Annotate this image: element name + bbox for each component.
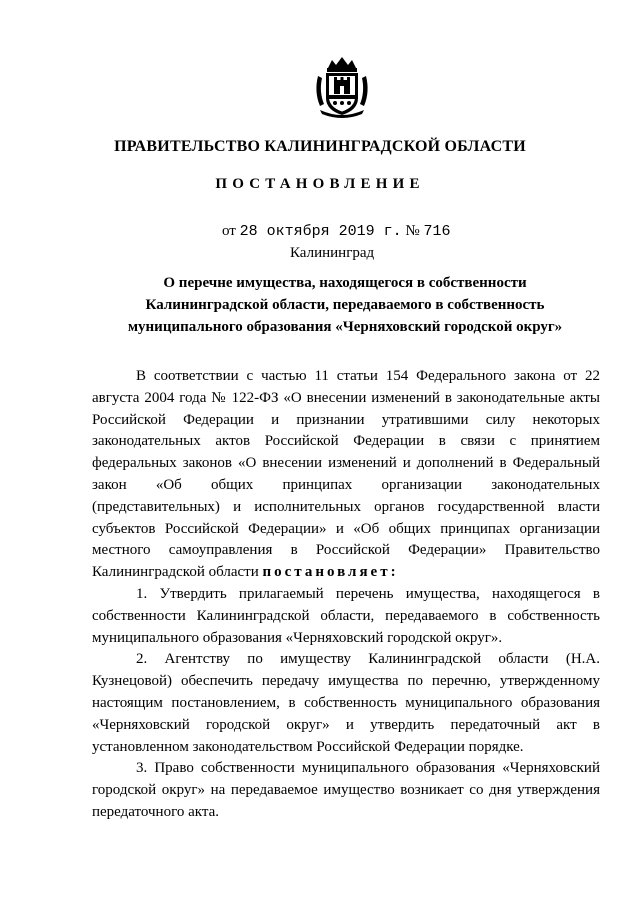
title-line: О перечне имущества, находящегося в собственности [163,275,527,291]
preamble-text: В соответствии с частью 11 статьи 154 Федерального закона от 22 августа 2004 года № 122-ФЗ «О внесении изменений в законодательные акты Российской Федерации и признании утратившими силу некоторых законодательных актов Российской Федерации в связи с принятием федеральных законов «О внесении изменений и дополнений в Федеральный закон «Об общих принципах организации законодательных (представительных) и исполнительных органов государственной власти субъектов Российской Федерации» и «Об общих принципах организации местного самоуправления в Российской Федерации» Правительство Калининградской области [92,368,600,581]
date-number-line [222,223,450,240]
item-2-paragraph: 2. Агентству по имуществу Калининградской области (Н.А. Кузнецовой) обеспечить передачу имущества по перечню, утвержденному настоящим постановлением, в собственность муниципального образования «Черняховский городской округ» и утвердить передаточный акт в установленном законодательством Российской Федерации порядке. [92,651,600,755]
date-prefix: от [222,223,236,239]
city: Калининград [290,245,375,261]
kaliningrad-coat-of-arms-icon [310,54,374,118]
number-label: № [405,223,420,239]
title-line: муниципального образования «Черняховский городской округ» [127,319,563,335]
document-title [0,272,640,338]
document-date: 28 октября 2019 г. [239,223,402,240]
preamble-paragraph [92,366,600,584]
organization-name: ПРАВИТЕЛЬСТВО КАЛИНИНГРАДСКОЙ ОБЛАСТИ [114,138,526,155]
decree-word: постановляет: [262,564,399,581]
document-body [92,366,600,824]
item-3-paragraph: 3. Право собственности муниципального образования «Черняховский городской округ» на передаваемое имущество возникает со дня утверждения передаточного акта. [92,760,600,820]
item-1-paragraph: 1. Утвердить прилагаемый перечень имущества, находящегося в собственности Калининградской области, передаваемого в собственность муниципального образования «Черняховский городской округ». [92,585,600,646]
document-number: 716 [423,223,451,240]
title-line: Калининградской области, передаваемого в собственность [145,297,545,313]
document-type: ПОСТАНОВЛЕНИЕ [215,176,425,192]
